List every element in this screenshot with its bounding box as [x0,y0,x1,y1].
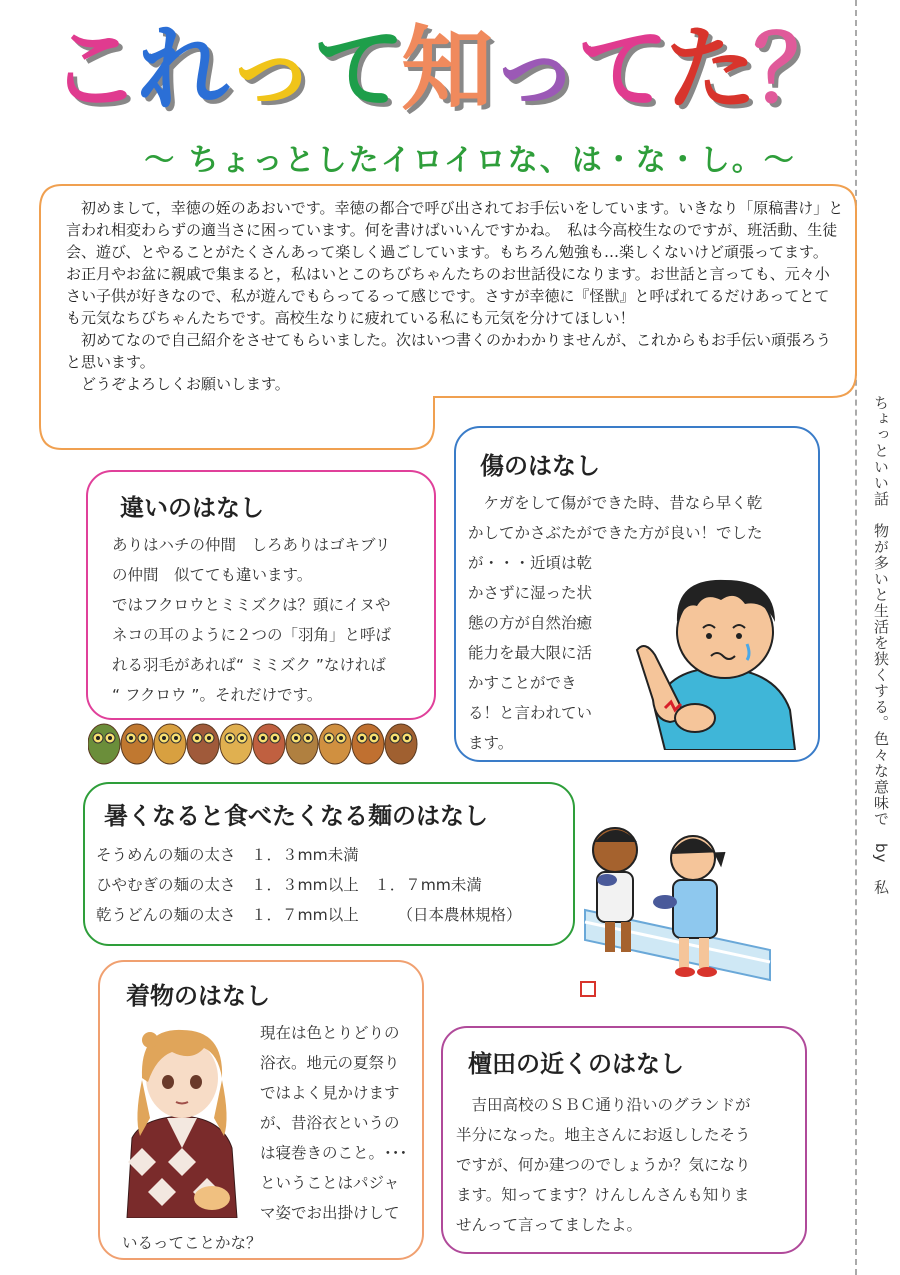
injured-boy-illustration [625,560,805,750]
mayuda-line: 吉田高校のＳＢＣ通り沿いのグランドが [456,1096,751,1114]
owl-icon [154,724,186,764]
kizu-title: 傷のはなし [480,452,600,480]
title-char: っ [489,16,578,123]
mayuda-title: 檀田の近くのはなし [468,1050,684,1078]
kizu-line: る！と言われてい [468,704,593,722]
kimono-line: ということはパジャ [260,1174,400,1192]
chigai-body [112,530,432,710]
kizu-top-text [468,488,813,548]
intro-paragraph: どうぞよろしくお願いします。 [66,375,290,393]
chigai-line: “ フクロウ ”。それだけです。 [112,686,323,704]
kimono-line: 現在は色とりどりの [260,1024,400,1042]
page-title [48,10,842,130]
mayuda-body [456,1090,801,1240]
mayuda-line: せんって言ってましたよ。 [456,1216,643,1234]
kizu-line: かさずに湿った状 [468,584,593,602]
kimono-title: 着物のはなし [126,982,270,1010]
kizu-line: が・・・近頃は乾 [468,554,593,572]
intro-paragraph: お正月やお盆に親戚で集まると，私はいとこのちびちゃんたちのお世話役になります。お世話と言っても、元々小さい子供が好きなので、私が遊んでもらってるって感じです。さすが幸徳に『怪獣』と呼ばれてるだけあってとても元気なちびちゃんたちです。高校生なりに疲れている私にも元気を分けてほしい！ [66,265,830,327]
men-row: そうめんの麺の太さ １．３mm未満 [96,846,359,864]
owl-icon [187,724,219,764]
owl-icon [352,724,384,764]
kimono-last-line: いるってことかな？ [122,1234,262,1252]
kizu-line: 態の方が自然治癒 [468,614,593,632]
kimono-line: ではよく見かけます [260,1084,400,1102]
kizu-side-text [468,548,618,758]
kids-noodles-illustration [575,810,775,1010]
chigai-line: ネコの耳のように２つの「羽角」と呼ば [112,626,392,644]
kizu-line: かしてかさぶたができた方が良い！でした [468,524,763,542]
kimono-side-text [260,1018,420,1228]
chigai-line: れる羽毛があれば“ ミミズク ”なければ [112,656,386,674]
kimono-line: は寝巻きのこと。･･･ [260,1144,408,1162]
intro-paragraph: 初めまして，幸徳の姪のあおいです。幸徳の都合で呼び出されてお手伝いをしています。いきなり「原稿書け」と言われ相変わらずの適当さに困っています。何を書けばいいんですかね。 私は今高校生なのですが、班活動、生徒会、遊び、とやることがたくさんあって楽しく過ごしています。もちろん勉強も…楽しくないけど頑張ってます。 [66,199,844,261]
title-char: こ [48,16,137,123]
mayuda-line: ですが、何か建つのでしょうか？気になり [456,1156,751,1174]
owl-icon [385,724,417,764]
chigai-title: 違いのはなし [120,494,264,522]
owls-illustration [88,712,428,772]
mayuda-line: 半分になった。地主さんにお返ししたそう [456,1126,751,1144]
title-char: っ [224,16,313,123]
title-char: て [577,16,666,123]
kimono-line: 浴衣。地元の夏祭り [260,1054,400,1072]
owl-icon [319,724,351,764]
yukata-girl-illustration [112,1018,252,1218]
chigai-line: ありはハチの仲間 しろありはゴキブリ [112,536,391,554]
men-row: 乾うどんの麺の太さ １．７mm以上 （日本農林規格） [96,906,522,924]
kizu-line: ケガをして傷ができた時、昔なら早く乾 [468,494,763,512]
kimono-line: マ姿でお出掛けして [260,1204,400,1222]
intro-text [66,197,844,395]
side-vertical-text: ちょっといい話 物が多いと生活を狭くする。色々な意味で by 私 [872,395,890,896]
owl-icon [88,724,120,764]
page-subtitle: ～ ちょっとしたイロイロな、は・な・し。～ [144,143,796,178]
chigai-line: の仲間 似てても違います。 [112,566,313,584]
owl-icon [253,724,285,764]
kizu-line: かすことができ [468,674,577,692]
title-char: て [312,16,401,123]
intro-paragraph: 初めてなので自己紹介をさせてもらいました。次はいつ書くのかわかりませんが、これからもお手伝い頑張ろうと思います。 [66,331,832,371]
men-title: 暑くなると食べたくなる麺のはなし [104,802,488,830]
chigai-line: ではフクロウとミミズクは？頭にイヌや [112,596,391,614]
kimono-line: が、昔浴衣というの [260,1114,400,1132]
mayuda-line: ます。知ってます？けんしんさんも知りま [456,1186,750,1204]
kizu-line: 能力を最大限に活 [468,644,593,662]
kizu-line: ます。 [468,734,514,752]
owl-icon [286,724,318,764]
owl-icon [220,724,252,764]
title-char: 知 [401,16,490,123]
title-char: れ [136,16,225,123]
title-char: ？ [753,16,842,123]
title-char: た [665,16,754,123]
men-row: ひやむぎの麺の太さ １．３mm以上 １．７mm未満 [96,876,482,894]
men-table [96,840,566,930]
owl-icon [121,724,153,764]
